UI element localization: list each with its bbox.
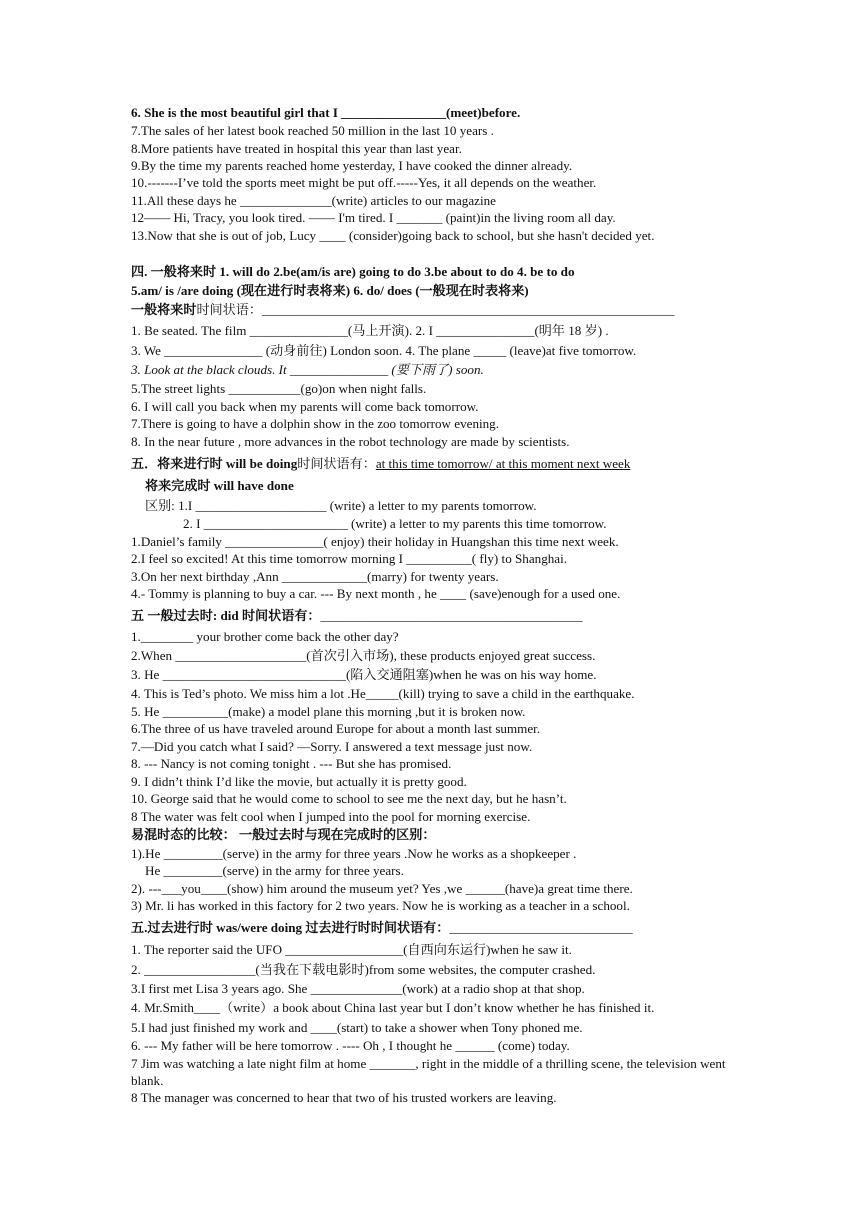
line-past-10: 10. George said that he would come to school to see me the next day, but he hasn’t. <box>131 791 567 806</box>
line-past-8: 8. --- Nancy is not coming tonight . --- But she has promised. <box>131 756 452 771</box>
line-fc-2: 2.I feel so excited! At this time tomorrow morning I __________( fly) to Shanghai. <box>131 551 568 566</box>
line-past-6: 6.The three of us have traveled around Europe for about a month last summer. <box>131 721 541 736</box>
line-future-1-2: 1. Be seated. The film _______________(马上开演). 2. I _______________(明年 18 岁) . <box>131 323 609 338</box>
adverbial-blank-4: ____________________________ <box>449 920 633 935</box>
comparison-1b: He _________(serve) in the army for three years. <box>145 863 404 878</box>
future-label: 一般将来时 <box>131 302 197 317</box>
line-6-section3: 6. She is the most beautiful girl that I ________________(meet)before. <box>131 105 521 120</box>
difference-line-1: 区别: 1.I ____________________ (write) a letter to my parents tomorrow. <box>145 498 537 513</box>
line-fc-4: 4.- Tommy is planning to buy a car. --- By next month , he ____ (save)enough for a used one. <box>131 586 621 601</box>
adverbial-label-3: 时间状语有： <box>238 608 321 623</box>
comparison-heading: 易混时态的比较： 一般过去时与现在完成时的区别： <box>131 827 436 842</box>
comparison-2: 2). ---___you____(show) him around the museum yet? Yes ,we ______(have)a great time there. <box>131 881 633 896</box>
section-4-heading: 四. 一般将来时 1. will do 2.be(am/is are) going to do 3.be about to do 4. be to do <box>131 264 575 279</box>
line-pc-3: 3.I first met Lisa 3 years ago. She ______________(work) at a radio shop at that shop. <box>131 981 585 996</box>
future-continuous-label: 五．将来进行时 will be doing <box>131 456 298 471</box>
line-pc-1: 1. The reporter said the UFO __________________(自西向东运行)when he saw it. <box>131 942 572 957</box>
line-past-5: 5. He __________(make) a model plane this morning ,but it is broken now. <box>131 704 526 719</box>
line-pc-7: 7 Jim was watching a late night film at home _______, right in the middle of a thrilling scene, the television went blank. <box>131 1056 726 1088</box>
line-past-4: 4. This is Ted’s photo. We miss him a lot .He_____(kill) trying to save a child in the earthquake. <box>131 686 635 701</box>
line-10-section3: 10.-------I’ve told the sports meet might be put off.-----Yes, it all depends on the weather. <box>131 175 597 190</box>
line-13-section3: 13.Now that she is out of job, Lucy ____ (consider)going back to school, but she hasn't decided yet. <box>131 228 655 243</box>
line-fc-1: 1.Daniel’s family _______________( enjoy) their holiday in Huangshan this time next week. <box>131 534 619 549</box>
line-8-section3: 8.More patients have treated in hospital this year than last year. <box>131 141 462 156</box>
line-past-9: 9. I didn’t think I’d like the movie, but actually it is pretty good. <box>131 774 467 789</box>
section-4-heading-cont: 5.am/ is /are doing (现在进行时表将来) 6. do/ does (一般现在时表将来) <box>131 283 529 298</box>
comparison-1: 1).He _________(serve) in the army for three years .Now he works as a shopkeeper . <box>131 846 577 861</box>
line-11-section3: 11.All these days he ______________(write) articles to our magazine <box>131 193 496 208</box>
line-pc-8: 8 The manager was concerned to hear that two of his trusted workers are leaving. <box>131 1090 557 1105</box>
line-future-8: 8. In the near future , more advances in the robot technology are made by scientists. <box>131 434 570 449</box>
adverbial-answer: at this time tomorrow/ at this moment next week <box>375 456 631 471</box>
simple-past-heading <box>131 607 731 624</box>
line-past-7: 7.—Did you catch what I said? —Sorry. I answered a text message just now. <box>131 739 533 754</box>
adverbial-blank: _______________________________________________________________ <box>261 302 675 317</box>
line-pc-4: 4. Mr.Smith____（write）a book about China last year but I don’t know whether he has finished it. <box>131 1000 655 1015</box>
comparison-3: 3) Mr. li has worked in this factory for 2 two years. Now he is working as a teacher in a school. <box>131 898 630 913</box>
line-7-section3: 7.The sales of her latest book reached 50 million in the last 10 years . <box>131 123 494 138</box>
line-future-7: 7.There is going to have a dolphin show in the zoo tomorrow evening. <box>131 416 500 431</box>
past-continuous-label: 五.过去进行时 was/were doing 过去进行时时间状语有： <box>131 920 450 935</box>
adverbial-blank-3: ________________________________________ <box>320 608 583 623</box>
line-pc-5: 5.I had just finished my work and ____(start) to take a shower when Tony phoned me. <box>131 1020 583 1035</box>
line-fc-3: 3.On her next birthday ,Ann _____________(marry) for twenty years. <box>131 569 499 584</box>
line-past-2: 2.When ____________________(首次引入市场), these products enjoyed great success. <box>131 648 596 663</box>
line-future-3-4: 3. We _______________ (动身前往) London soon. 4. The plane _____ (leave)at five tomorrow. <box>131 343 637 358</box>
line-future-6: 6. I will call you back when my parents will come back tomorrow. <box>131 399 479 414</box>
line-pc-6: 6. --- My father will be here tomorrow . ---- Oh , I thought he ______ (come) today. <box>131 1038 570 1053</box>
line-future-3b: 3. Look at the black clouds. It _______________ (要下雨了) soon. <box>131 362 484 377</box>
simple-past-label: 五 一般过去时: did <box>131 608 239 623</box>
past-continuous-heading <box>131 919 731 936</box>
difference-line-2: 2. I ______________________ (write) a letter to my parents this time tomorrow. <box>183 516 607 531</box>
section-5-heading <box>131 455 731 472</box>
line-past-3: 3. He ____________________________(陷入交通阻塞)when he was on his way home. <box>131 667 597 682</box>
future-adverbial-label <box>131 301 731 318</box>
future-perfect-heading: 将来完成时 will have done <box>145 478 294 493</box>
line-9-section3: 9.By the time my parents reached home yesterday, I have cooked the dinner already. <box>131 158 573 173</box>
line-past-1: 1.________ your brother come back the other day? <box>131 629 399 644</box>
line-future-5: 5.The street lights ___________(go)on when night falls. <box>131 381 427 396</box>
adverbial-label: 时间状语： <box>196 302 262 317</box>
line-pc-2: 2. _________________(当我在下载电影时)from some websites, the computer crashed. <box>131 962 596 977</box>
adverbial-label-2: 时间状语有： <box>297 456 376 471</box>
line-12-section3: 12—— Hi, Tracy, you look tired. —— I'm tired. I _______ (paint)in the living room all day. <box>131 210 616 225</box>
line-past-8b: 8 The water was felt cool when I jumped into the pool for morning exercise. <box>131 809 531 824</box>
